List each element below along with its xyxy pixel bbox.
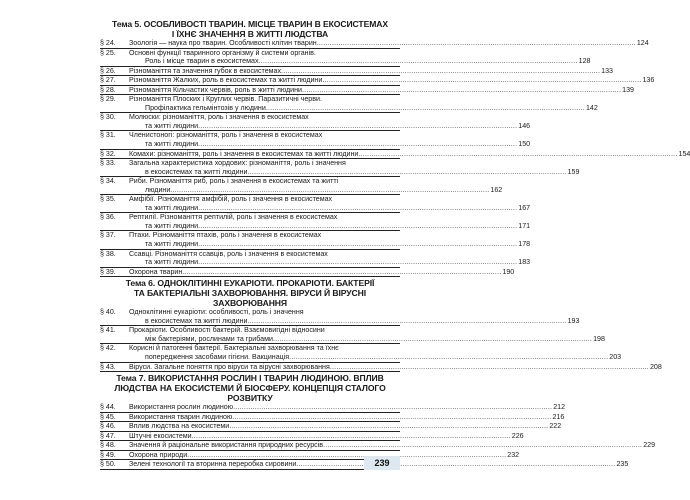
section-number: § 24. bbox=[100, 39, 116, 47]
theme-heading bbox=[100, 278, 400, 308]
toc-entry[interactable] bbox=[100, 85, 634, 96]
toc-entry[interactable] bbox=[100, 149, 690, 160]
dot-leader bbox=[192, 432, 511, 441]
toc-entry[interactable] bbox=[100, 113, 531, 131]
entry-title: між бактеріями, рослинами та грибами bbox=[145, 334, 273, 343]
page-ref: 167 bbox=[518, 203, 531, 212]
entry-title: Зоологія — наука про тварин. Особливості клітин тварин bbox=[129, 39, 317, 47]
page-ref: 198 bbox=[593, 334, 605, 343]
dot-leader bbox=[198, 204, 517, 213]
section-number: § 33. bbox=[100, 159, 116, 168]
page-ref: 142 bbox=[585, 103, 598, 112]
entry-title: Охорона тварин bbox=[129, 267, 183, 276]
toc-entry[interactable] bbox=[100, 412, 565, 423]
entry-title: Прокаріоти. Особливості бактерій. Взаємовигідні відносини bbox=[129, 326, 325, 335]
dot-leader bbox=[198, 122, 517, 131]
dot-leader bbox=[259, 57, 578, 66]
entry-title: Зелені технології та вторинна переробка сировини bbox=[129, 460, 297, 469]
page-ref: 222 bbox=[549, 422, 562, 431]
section-number: § 31. bbox=[100, 131, 116, 140]
entry-title: Загальна характеристика хордових: різноманіття, роль і значення bbox=[129, 159, 346, 168]
theme-title-line: І ЇХНЄ ЗНАЧЕННЯ В ЖИТТІ ЛЮДСТВА bbox=[171, 29, 329, 39]
page-ref: 212 bbox=[553, 403, 566, 412]
entry-title: Амфібії. Різноманіття амфібій, роль і значення в екосистемах bbox=[129, 195, 333, 204]
toc-entry[interactable] bbox=[100, 76, 655, 86]
page-ref: 203 bbox=[609, 352, 622, 361]
dot-leader bbox=[322, 76, 641, 85]
entry-title: Значення й раціональне використання природних ресурсів bbox=[129, 441, 324, 450]
entry-title: Вплив людства на екосистеми bbox=[129, 422, 230, 431]
section-number: § 27. bbox=[100, 76, 116, 85]
toc-entry[interactable] bbox=[100, 131, 531, 149]
theme-title-line: Тема 7. ВИКОРИСТАННЯ РОСЛИН І ТВАРИН ЛЮДИНОЮ. ВПЛИВ bbox=[116, 373, 384, 384]
dot-leader bbox=[358, 150, 677, 159]
entry-title: та житті людини bbox=[145, 221, 199, 230]
section-number: § 46. bbox=[100, 422, 116, 431]
page-ref: 133 bbox=[601, 66, 613, 75]
entry-title: Штучні екосистеми bbox=[129, 431, 192, 440]
toc-entry[interactable] bbox=[100, 213, 531, 231]
entry-title: Профілактика гельмінтозів у людини bbox=[145, 103, 266, 112]
toc-entry[interactable] bbox=[100, 48, 591, 67]
toc-entry[interactable] bbox=[100, 159, 580, 177]
dot-leader bbox=[302, 86, 621, 95]
page-number: 239 bbox=[364, 456, 400, 470]
toc-entry[interactable] bbox=[100, 441, 656, 451]
toc-entry[interactable] bbox=[100, 431, 524, 442]
entry-title: та житті людини bbox=[145, 121, 199, 130]
section-number: § 48. bbox=[100, 441, 116, 450]
page-ref: 171 bbox=[518, 221, 531, 230]
section-number: § 37. bbox=[100, 231, 116, 240]
section-number: § 50. bbox=[100, 460, 116, 469]
section-number: § 40. bbox=[100, 308, 116, 317]
page-ref: 216 bbox=[552, 412, 565, 421]
dot-leader bbox=[273, 335, 592, 344]
toc-entry[interactable] bbox=[100, 195, 531, 213]
dot-leader bbox=[170, 186, 489, 195]
toc-entry[interactable] bbox=[100, 177, 503, 195]
entry-title: Молюски: різноманіття, роль і значення в екосистемах bbox=[129, 113, 309, 122]
page-ref: 183 bbox=[518, 258, 531, 267]
entry-title: Риби. Різноманіття риб, роль і значення в екосистемах та житті bbox=[129, 177, 339, 186]
toc-entry[interactable] bbox=[100, 308, 580, 326]
dot-leader bbox=[198, 258, 517, 267]
dot-leader bbox=[266, 104, 585, 113]
dot-leader bbox=[247, 168, 566, 177]
section-number: § 42. bbox=[100, 344, 116, 353]
entry-title: та житті людини bbox=[145, 258, 199, 267]
section-number: § 25. bbox=[100, 48, 116, 57]
page-ref: 162 bbox=[490, 185, 503, 194]
toc-entry[interactable] bbox=[100, 403, 566, 413]
page-ref: 232 bbox=[507, 450, 520, 459]
dot-leader bbox=[323, 441, 642, 450]
toc-entry[interactable] bbox=[100, 344, 622, 362]
entry-title: Віруси. Загальне поняття про віруси та вірусні захворювання bbox=[129, 362, 330, 371]
dot-leader bbox=[330, 363, 649, 372]
theme-title-line: Тема 6. ОДНОКЛІТИННІ ЕУКАРІОТИ. ПРОКАРІОТИ. БАКТЕРІЇ bbox=[125, 278, 375, 289]
entry-title: Різноманіття Кільчастих червів, роль в житті людини bbox=[129, 85, 302, 94]
section-number: § 38. bbox=[100, 249, 116, 258]
dot-leader bbox=[198, 222, 517, 231]
toc-entry[interactable] bbox=[100, 326, 605, 344]
entry-title: в екосистемах та житті людини bbox=[145, 316, 248, 325]
entry-title: в екосистемах та житті людини bbox=[145, 167, 248, 176]
entry-title: Комахи: різноманіття, роль і значення в екосистемах та житті людини bbox=[129, 149, 359, 158]
dot-leader bbox=[198, 240, 517, 249]
page-ref: 208 bbox=[649, 362, 662, 371]
page-ref: 139 bbox=[622, 85, 634, 94]
page-ref: 193 bbox=[567, 316, 580, 325]
dot-leader bbox=[296, 460, 615, 469]
section-number: § 28. bbox=[100, 85, 116, 94]
page-ref: 146 bbox=[518, 121, 531, 130]
entry-title: Різноманіття та значення губок в екосистемах bbox=[129, 66, 282, 75]
dot-leader bbox=[232, 413, 551, 422]
section-number: § 41. bbox=[100, 326, 116, 335]
dot-leader bbox=[229, 422, 548, 431]
entry-title: та житті людини bbox=[145, 240, 199, 249]
page-ref: 229 bbox=[643, 441, 656, 450]
dot-leader bbox=[198, 140, 517, 149]
entry-title: Різноманіття Жалких, роль в екосистемах та житті людини bbox=[129, 76, 323, 85]
entry-title: та житті людини bbox=[145, 140, 199, 149]
toc-entry[interactable] bbox=[100, 66, 613, 77]
entry-title: Використання тварин людиною bbox=[129, 412, 233, 421]
theme-title-line: ТА БАКТЕРІАЛЬНІ ЗАХВОРЮВАННЯ. ВІРУСИ Й ВІРУСНІ ЗАХВОРЮВАННЯ bbox=[133, 288, 366, 309]
page-ref: 226 bbox=[511, 431, 524, 440]
toc-entry[interactable] bbox=[100, 450, 520, 461]
theme-title-line: ЛЮДСТВА НА ЕКОСИСТЕМИ Й БІОСФЕРУ. КОНЦЕПЦІЯ СТАЛОГО РОЗВИТКУ bbox=[114, 383, 386, 404]
dot-leader bbox=[187, 451, 506, 460]
entry-title: Використання рослин людиною bbox=[129, 403, 234, 412]
page-ref: 150 bbox=[518, 140, 531, 149]
toc-entry[interactable] bbox=[100, 39, 649, 49]
theme-title-line: Тема 5. ОСОБЛИВОСТІ ТВАРИН. МІСЦЕ ТВАРИН В ЕКОСИСТЕМАХ bbox=[112, 19, 388, 29]
toc-entry[interactable] bbox=[100, 231, 531, 249]
section-number: § 49. bbox=[100, 450, 116, 459]
entry-title: людини bbox=[145, 185, 171, 194]
section-number: § 26. bbox=[100, 66, 116, 75]
entry-title: Рептилії. Різноманіття рептилій, роль і значення в екосистемах bbox=[129, 213, 338, 222]
section-number: § 30. bbox=[100, 113, 116, 122]
section-number: § 44. bbox=[100, 403, 116, 412]
toc-entry[interactable] bbox=[100, 249, 531, 268]
page-ref: 159 bbox=[567, 167, 580, 176]
dot-leader bbox=[247, 317, 566, 326]
theme-heading bbox=[100, 373, 400, 403]
table-of-contents bbox=[100, 18, 690, 470]
dot-leader bbox=[281, 67, 600, 76]
entry-title: Основні функції тваринного організму й системи органів. bbox=[129, 48, 316, 57]
toc-entry[interactable] bbox=[100, 460, 629, 470]
entry-title: Різноманіття Плоских і Круглих червів. Паразитичні черви. bbox=[129, 95, 322, 104]
entry-title: та житті людини bbox=[145, 203, 199, 212]
section-number: § 36. bbox=[100, 213, 116, 222]
page-ref: 190 bbox=[502, 267, 515, 276]
dot-leader bbox=[233, 403, 552, 412]
toc-entry[interactable] bbox=[100, 95, 598, 113]
theme-heading bbox=[100, 19, 400, 39]
section-number: § 45. bbox=[100, 412, 116, 421]
page-ref: 124 bbox=[636, 39, 649, 47]
page-ref: 178 bbox=[518, 240, 531, 249]
dot-leader bbox=[182, 268, 501, 277]
toc-entry[interactable] bbox=[100, 422, 562, 432]
entry-title: Корисні й патогенні бактерії. Бактеріальні захворювання та їхнє bbox=[129, 344, 339, 353]
section-number: § 34. bbox=[100, 177, 116, 186]
section-number: § 43. bbox=[100, 362, 116, 371]
entry-title: Ссавці. Різноманіття ссавців, роль і значення в екосистемах bbox=[129, 249, 328, 258]
toc-entry[interactable] bbox=[100, 362, 662, 373]
page-ref: 154 bbox=[678, 149, 690, 158]
entry-title: Одноклітинні еукаріоти: особливості, роль і значення bbox=[129, 308, 304, 317]
page-ref: 128 bbox=[578, 57, 591, 66]
page-ref: 235 bbox=[616, 460, 629, 469]
dot-leader bbox=[289, 353, 608, 362]
section-number: § 39. bbox=[100, 267, 116, 276]
section-number: § 32. bbox=[100, 149, 116, 158]
entry-title: Охорона природи bbox=[129, 450, 188, 459]
section-number: § 47. bbox=[100, 431, 116, 440]
dot-leader bbox=[317, 39, 636, 48]
toc-entry[interactable] bbox=[100, 267, 515, 278]
section-number: § 29. bbox=[100, 95, 116, 104]
page-ref: 136 bbox=[642, 76, 655, 85]
entry-title: попередження засобами гігієни. Вакцинація bbox=[145, 352, 290, 361]
entry-title: Роль і місце тварин в екосистемах bbox=[145, 57, 259, 66]
entry-title: Членистоногі: різноманіття, роль і значення в екосистемах bbox=[129, 131, 323, 140]
section-number: § 35. bbox=[100, 195, 116, 204]
entry-title: Птахи. Різноманіття птахів, роль і значення в екосистемах bbox=[129, 231, 322, 240]
